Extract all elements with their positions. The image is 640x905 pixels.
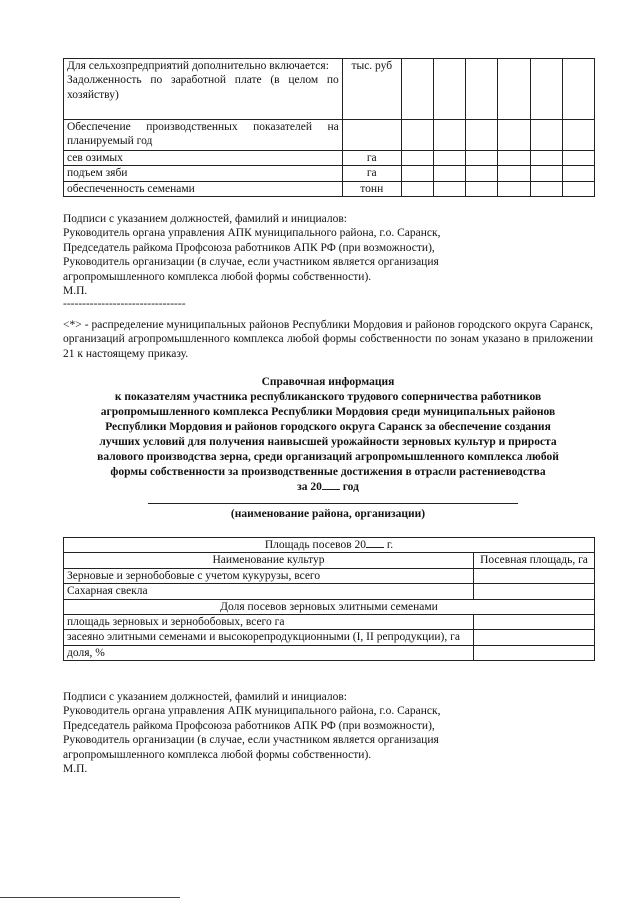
value-cell: [466, 181, 498, 196]
value-cell: [530, 151, 562, 166]
elite-header-cell: Доля посевов зерновых элитными семенами: [64, 599, 595, 614]
value-cell: [433, 151, 465, 166]
table-row: [64, 630, 595, 645]
stamp-mark: М.П.: [63, 284, 88, 297]
area-cell: [474, 614, 595, 629]
value-cell: [401, 181, 433, 196]
value-cell: [562, 181, 594, 196]
indicator-cell: Обеспечение производственных показателей на планируемый год: [64, 120, 343, 151]
area-header-suffix: г.: [386, 539, 394, 551]
table-row: [64, 584, 595, 599]
signature-line: Председатель райкома Профсоюза работников АПК РФ (при возможности),: [63, 241, 435, 254]
unit-cell: га: [342, 151, 401, 166]
value-cell: [498, 166, 530, 181]
crop-cell: площадь зерновых и зернобобовых, всего га: [64, 614, 474, 629]
signature-line: Руководитель организации (в случае, если участником является организация: [63, 734, 439, 747]
table-row: [64, 538, 595, 553]
crop-cell: Сахарная свекла: [64, 584, 474, 599]
value-cell: [498, 181, 530, 196]
signatures-block: [63, 690, 593, 776]
signatures-heading: Подписи с указанием должностей, фамилий и инициалов:: [63, 691, 347, 703]
value-cell: [562, 59, 594, 120]
value-cell: [433, 181, 465, 196]
name-caption: (наименование района, организации): [230, 508, 426, 520]
stamp-mark: М.П.: [63, 762, 88, 775]
area-cell: [474, 630, 595, 645]
column-header: Посевная площадь, га: [474, 553, 595, 568]
table-row: [64, 568, 595, 583]
column-header: Наименование культур: [64, 553, 474, 568]
area-cell: [474, 568, 595, 583]
area-cell: [474, 584, 595, 599]
table-row: [64, 553, 595, 568]
title-line: лучших условий для получения наивысшей урожайности зерновых культур и прироста: [99, 435, 557, 448]
reference-title: [63, 375, 593, 495]
value-cell: [562, 120, 594, 151]
signature-line: Руководитель организации (в случае, если участником является организация: [63, 256, 439, 269]
year-line: [63, 480, 593, 495]
table-row: [64, 599, 595, 614]
crop-cell: засеяно элитными семенами и высокорепродукционными (I, II репродукции), га: [64, 630, 474, 645]
crop-area-table: [63, 537, 595, 661]
value-cell: [498, 59, 530, 120]
unit-cell: тонн: [342, 181, 401, 196]
year-prefix: за 20: [297, 480, 322, 493]
page-bottom-rule: [0, 897, 180, 898]
signature-line: Председатель райкома Профсоюза работников АПК РФ (при возможности),: [63, 719, 435, 732]
name-underline: [148, 503, 518, 504]
value-cell: [562, 166, 594, 181]
year-suffix: год: [342, 480, 359, 493]
value-cell: [466, 59, 498, 120]
value-cell: [530, 59, 562, 120]
footnote-separator: --------------------------------: [63, 298, 186, 310]
title-line: формы собственности за производственные достижения в отрасли растениеводства: [110, 465, 546, 478]
signature-line: агропромышленного комплекса любой формы собственности).: [63, 748, 372, 761]
year-blank: [366, 547, 384, 548]
area-header-cell: [64, 538, 595, 553]
year-blank: [322, 489, 340, 490]
indicator-cell: обеспеченность семенами: [64, 181, 343, 196]
value-cell: [562, 151, 594, 166]
title-line: валового производства зерна, среди организаций агропромышленного комплекса любой: [97, 450, 559, 463]
indicator-text: Для сельхозпредприятий дополнительно включается:: [67, 60, 329, 72]
value-cell: [530, 120, 562, 151]
signature-line: Руководитель органа управления АПК муниципального района, г.о. Саранск,: [63, 705, 441, 718]
value-cell: [466, 151, 498, 166]
area-header-prefix: Площадь посевов 20: [264, 539, 366, 551]
table-row: [64, 151, 595, 166]
indicator-text: Задолженность по заработной плате (в целом по хозяйству): [67, 74, 339, 101]
value-cell: [401, 59, 433, 120]
table-row: [64, 645, 595, 660]
indicator-cell: [64, 59, 343, 120]
unit-cell: га: [342, 166, 401, 181]
table-row: [64, 59, 595, 120]
title-line: агропромышленного комплекса Республики Мордовия среди муниципальных районов: [100, 405, 556, 418]
table-row: [64, 181, 595, 196]
value-cell: [498, 120, 530, 151]
signature-line: Руководитель органа управления АПК муниципального района, г.о. Саранск,: [63, 227, 441, 240]
value-cell: [433, 59, 465, 120]
title-line: Республики Мордовия и районов городского округа Саранск за обеспечение создания: [105, 420, 551, 433]
area-cell: [474, 645, 595, 660]
crop-cell: доля, %: [64, 645, 474, 660]
unit-cell: [342, 120, 401, 151]
value-cell: [466, 120, 498, 151]
value-cell: [530, 166, 562, 181]
value-cell: [433, 120, 465, 151]
value-cell: [401, 166, 433, 181]
signature-line: агропромышленного комплекса любой формы собственности).: [63, 270, 372, 283]
value-cell: [466, 166, 498, 181]
indicators-table: [63, 58, 595, 197]
value-cell: [401, 151, 433, 166]
table-row: [64, 166, 595, 181]
table-row: [64, 120, 595, 151]
crop-cell: Зерновые и зернобобовые с учетом кукурузы, всего: [64, 568, 474, 583]
indicator-cell: подъем зяби: [64, 166, 343, 181]
value-cell: [401, 120, 433, 151]
signatures-block: [63, 212, 593, 298]
title-line: к показателям участника республиканского трудового соперничества работников: [114, 390, 542, 403]
unit-cell: тыс. руб: [342, 59, 401, 120]
title-line: Справочная информация: [261, 376, 395, 388]
signatures-heading: Подписи с указанием должностей, фамилий и инициалов:: [63, 213, 347, 225]
indicator-cell: сев озимых: [64, 151, 343, 166]
value-cell: [530, 181, 562, 196]
value-cell: [433, 166, 465, 181]
value-cell: [498, 151, 530, 166]
footnote: <*> - распределение муниципальных районов Республики Мордовия и районов городского округа Саранск, организаций агропромышленного комплекса любой формы собственности по зонам указано в приложении 21 к настоящему приказу.: [63, 319, 593, 360]
table-row: [64, 614, 595, 629]
